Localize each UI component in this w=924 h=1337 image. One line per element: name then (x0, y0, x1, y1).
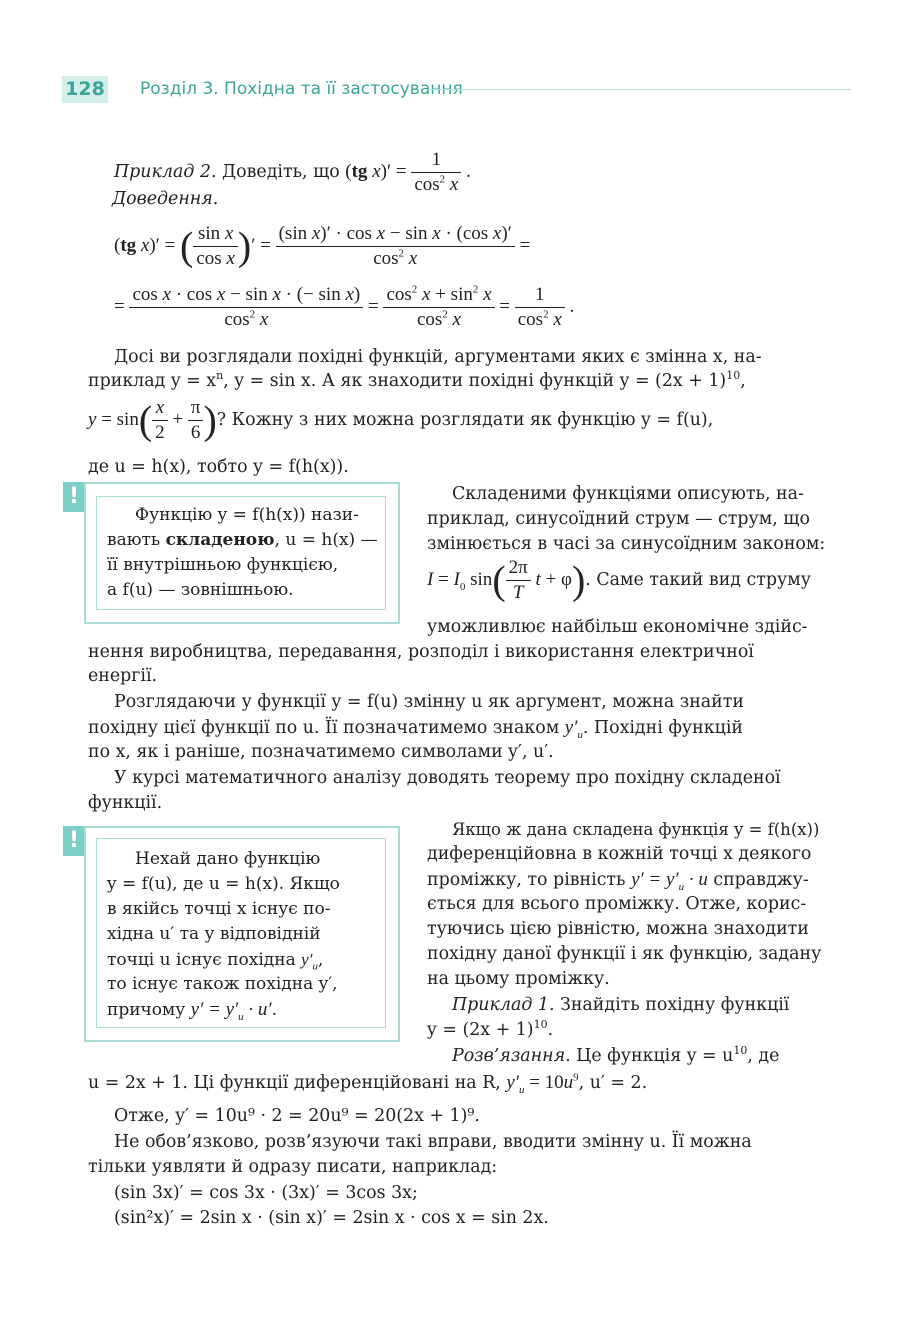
formula-tg-derivative: (tg x)′ = $\frac{1}{\cos^2 x}$ . (345, 149, 471, 195)
p8: (sin 3x)′ = cos 3x · (3x)′ = 3cos 3x; (114, 1183, 418, 1203)
p2-line3: змінюється в часі за синусоїдним законом: (427, 534, 826, 554)
rule1-line4: а f(u) — зовнішньою. (107, 580, 294, 600)
rule1-line2: вають складеною, u = h(x) — (107, 530, 378, 550)
example2-label: Приклад 2. (114, 161, 217, 182)
p7-line1: Не обов’язково, розв’язуючи такі вправи, вводити змінну u. Її можна (114, 1132, 752, 1152)
rule2-line7: причому $y' = y'_u \cdot u'$. (107, 999, 277, 1023)
p5-line3: проміжку, то рівність $y' = y'_u \cdot u$ справджу- (427, 869, 809, 893)
p1-line3: y = sin( $\frac{x}{2}$ + $\frac{\pi}{6}$ )? Кожну з них можна розглядати як функцію y = f(u), (88, 397, 714, 443)
p1-line4: де u = h(x), тобто y = f(h(x)). (88, 457, 349, 477)
rule2-line1: Нехай дано функцію (135, 849, 321, 869)
rule2-line4: хідна u′ та у відповідній (107, 924, 321, 944)
rule1-line1: Функцію y = f(h(x)) нази- (135, 505, 359, 525)
p5-line5: туючись цією рівністю, можна знаходити (427, 919, 809, 939)
p5-line6: похідну даної функції і як функцію, задану (427, 944, 822, 964)
p5-line4: ється для всього проміжку. Отже, корис- (427, 894, 807, 914)
p2-line7: енергії. (88, 666, 158, 686)
proof-label: Доведення. (112, 189, 219, 209)
p2-line4: $I = I_0$ sin( $\frac{2\pi}{T}$ t + φ). Саме такий вид струму (427, 557, 812, 603)
p6: Отже, y′ = 10u⁹ · 2 = 20u⁹ = 20(2x + 1)⁹. (114, 1106, 480, 1126)
p1-line2: приклад $y = x^n$, y = sin x. А як знаходити похідні функцій $y = (2x + 1)^{10}$, (88, 369, 746, 391)
p1-line1: Досі ви розглядали похідні функцій, аргументами яких є змінна x, на- (114, 347, 762, 367)
rule2-line2: y = f(u), де u = h(x). Якщо (107, 874, 340, 894)
chapter-title: Розділ 3. Похідна та її застосування (140, 79, 463, 99)
rule2-inner-box (96, 838, 386, 1028)
p4-line1: У курсі математичного аналізу доводять теорему про похідну складеної (114, 768, 781, 788)
p2-line5: уможливлює найбільш економічне здійс- (427, 617, 808, 637)
header-divider (428, 89, 851, 90)
page-number: 128 (62, 76, 108, 103)
example1-function: $y = (2x + 1)^{10}$. (427, 1018, 554, 1040)
p7-line2: тільки уявляти й одразу писати, наприклад: (88, 1157, 498, 1177)
p3-line1: Розглядаючи у функції y = f(u) змінну u як аргумент, можна знайти (114, 692, 744, 712)
rule2-exclamation-icon: ! (63, 826, 85, 856)
proof-formula-2: = $\frac{\text{cos x · cos x − sin x · (− sin x)}}{\cos^2 x}$ = $\frac{\cos^2 x + \sin^2 x}{\cos^2 x}$ = $\frac{1}{\cos^2 x}$ . (114, 283, 575, 330)
p4-line2: функції. (88, 793, 163, 813)
p5-line1: Якщо ж дана складена функція y = f(h(x)) (452, 820, 820, 839)
rule2-line3: в якійсь точці x існує по- (107, 899, 331, 919)
p9: (sin²x)′ = 2sin x · (sin x)′ = 2sin x · cos x = sin 2x. (114, 1208, 549, 1228)
solution-line2: u = 2x + 1. Ці функції диференційовані на R, $y'_u = 10u^9$, u′ = 2. (88, 1071, 648, 1096)
rule2-line6: то існує також похідна y′, (107, 974, 338, 994)
rule1-line3: її внутрішньою функцією, (107, 555, 339, 575)
rule1-inner-box (96, 496, 386, 610)
solution-line1: Розв’язання. Це функція $y = u^{10}$, де (452, 1044, 780, 1066)
proof-formula-1: (tg x)′ = ( $\frac{\text{sin x}}{\text{cos x}}$ )′ = $\frac{\text{(sin x)′ · cos x − sin x · (cos x)′}}{\cos^2 x}$ = (114, 223, 531, 269)
rule2-line5: точці u існує похідна $y'_u$, (107, 950, 324, 973)
example1-statement: Приклад 1. Знайдіть похідну функції (452, 995, 790, 1015)
p5-line2: диференційовна в кожній точці x деякого (427, 844, 812, 864)
p2-line1: Складеними функціями описують, на- (452, 484, 804, 504)
p3-line3: по x, як і раніше, позначатимемо символами y′, u′. (88, 742, 554, 762)
p5-line7: на цьому проміжку. (427, 969, 610, 989)
p3-line2: похідну цієї функції по u. Її позначатимемо знаком $y'_u$. Похідні функцій (88, 717, 743, 741)
p2-line6: нення виробництва, передавання, розподіл і використання електричної (88, 642, 754, 662)
example2-text: Доведіть, що (222, 161, 340, 182)
p2-line2: приклад, синусоїдний струм — струм, що (427, 509, 810, 529)
rule1-exclamation-icon: ! (63, 482, 85, 512)
